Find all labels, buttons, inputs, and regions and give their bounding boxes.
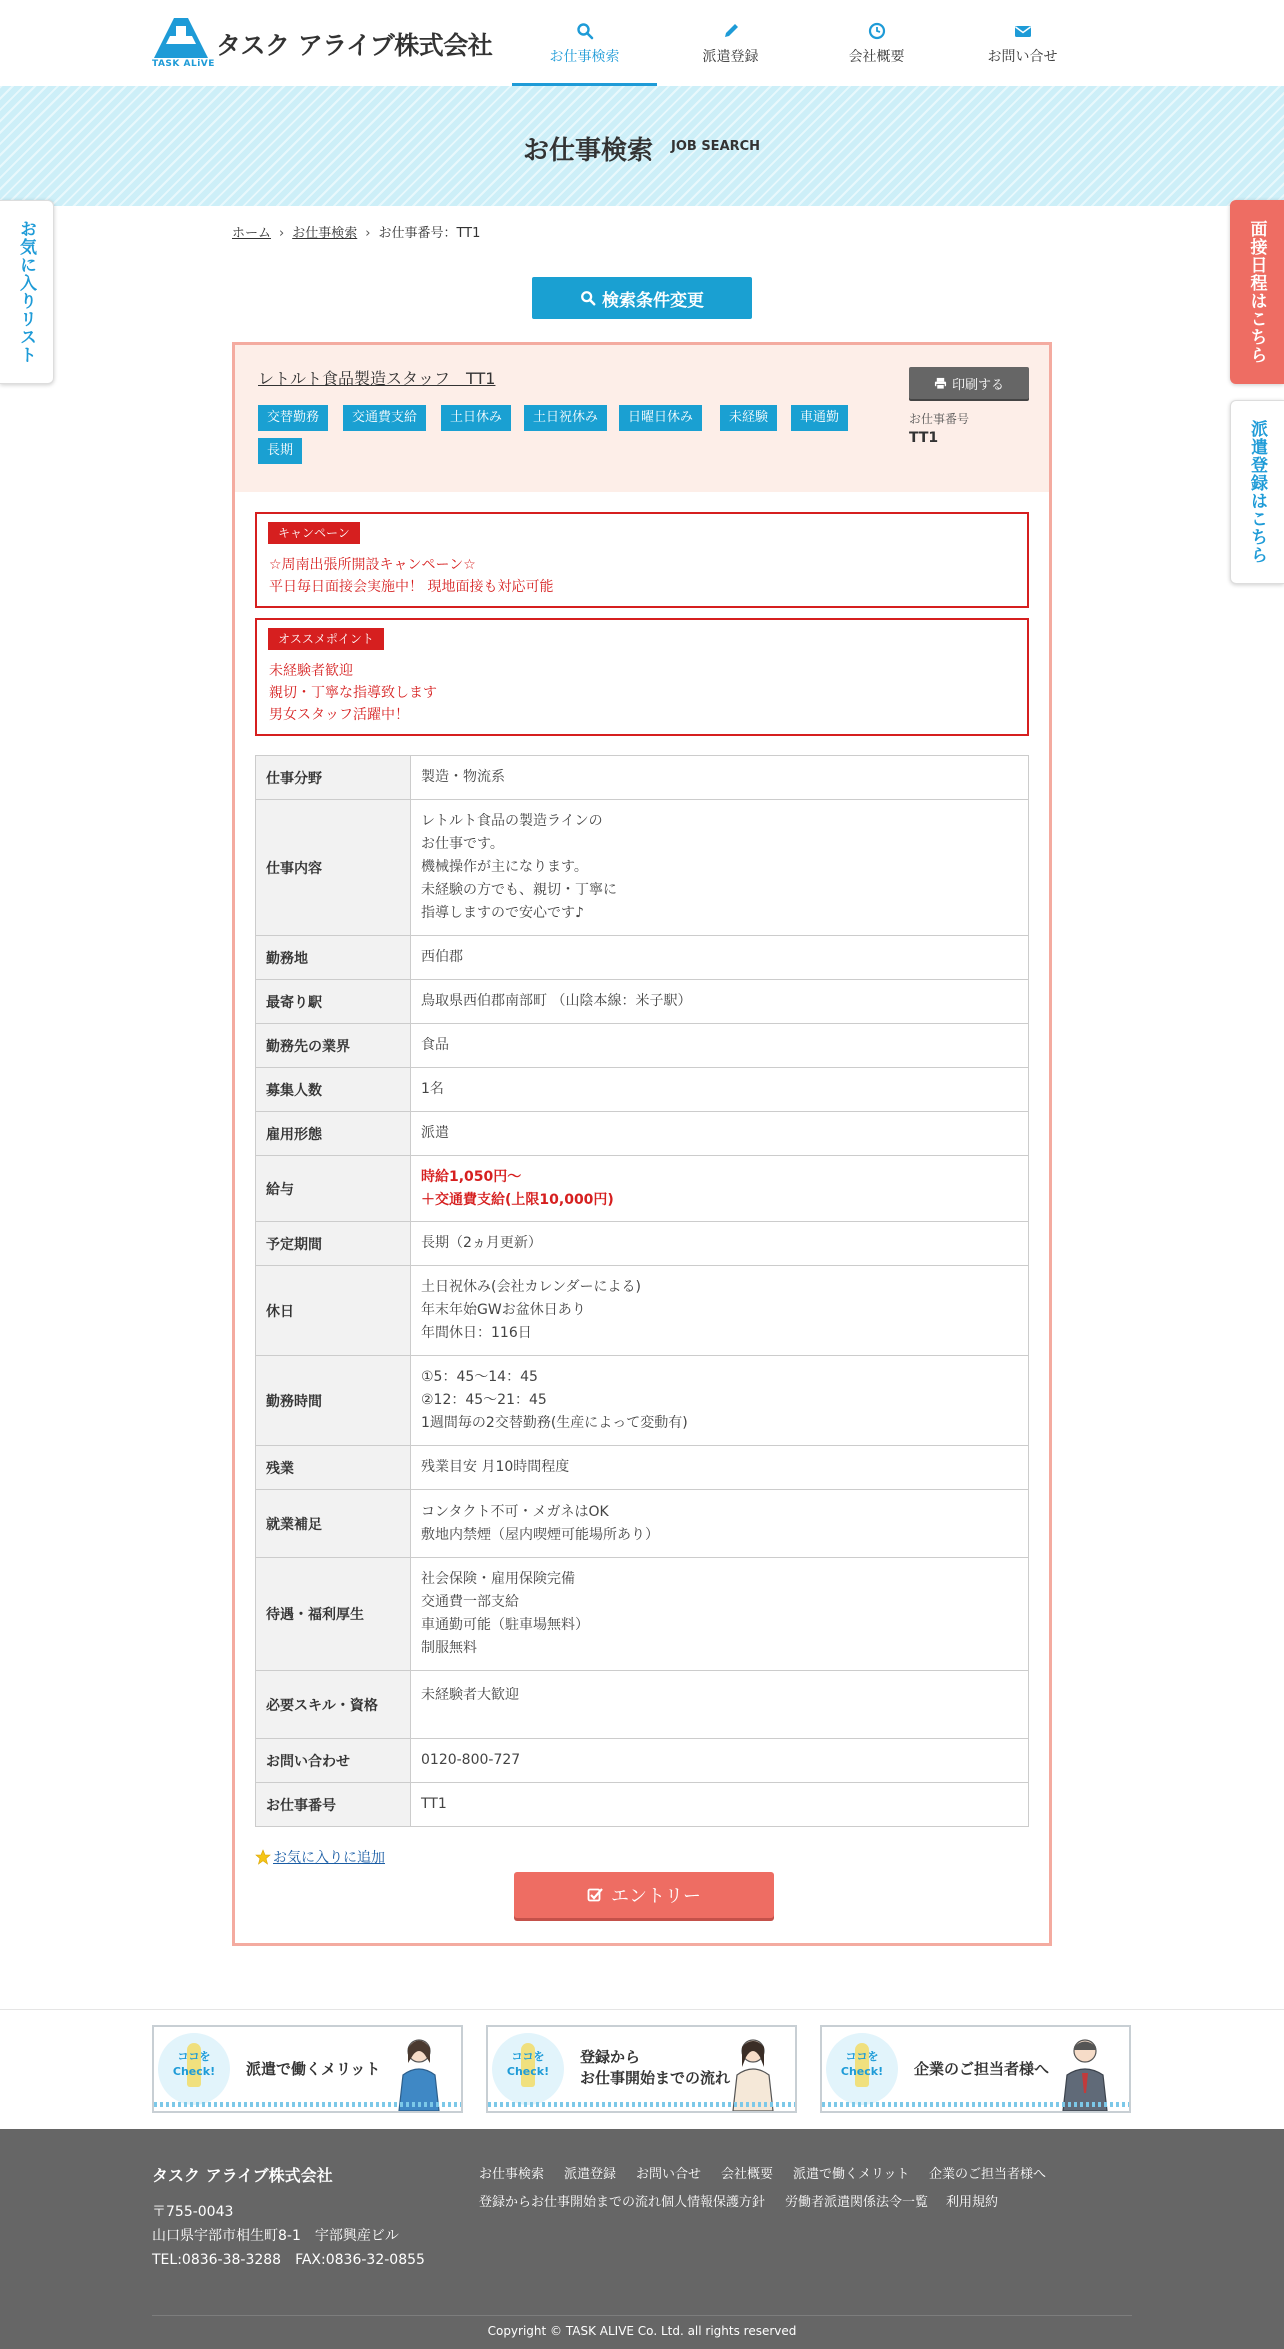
banner-text: 登録から お仕事開始までの流れ [580,2048,731,2087]
detail-label: 最寄り駅 [256,980,411,1024]
change-search-label: 検索条件変更 [602,290,704,311]
nav-label: 派遣登録 [702,49,759,65]
job-tag: 長期 [258,438,302,464]
detail-row [256,936,1029,980]
footer-tel: TEL:0836-38-3288 FAX:0836-32-0855 [152,2252,425,2268]
detail-value: 0120-800-727 [411,1739,1029,1783]
print-button[interactable] [909,367,1029,399]
search-icon [576,22,594,40]
detail-row [256,980,1029,1024]
check-label: ココを Check! [172,2050,216,2078]
detail-value: 食品 [411,1024,1029,1068]
site-header [0,0,1284,86]
detail-value: 長期（2ヵ月更新） [411,1222,1029,1266]
detail-label: 休日 [256,1266,411,1356]
detail-label: 仕事内容 [256,800,411,936]
job-tag: 未経験 [720,405,777,431]
footer-address: 山口県宇部市相生町8-1 宇部興産ビル [152,2228,399,2244]
detail-value: 土日祝休み(会社カレンダーによる) 年末年始GWお盆休日あり 年間休日：116日 [411,1266,1029,1356]
clock-icon [868,22,886,40]
nav-label: 会社概要 [848,49,905,65]
detail-row [256,1783,1029,1827]
footer-link[interactable]: 派遣で働くメリット [793,2167,910,2182]
breadcrumb [232,222,480,241]
checkbox-icon [587,1887,603,1903]
favorites-list-tab[interactable]: お気に入りリスト [0,200,54,384]
detail-value: 派遣 [411,1112,1029,1156]
detail-value: 1名 [411,1068,1029,1112]
recommend-line: 男女スタッフ活躍中！ [269,707,409,723]
job-tag: 車通勤 [791,405,848,431]
detail-value: レトルト食品の製造ラインの お仕事です。 機械操作が主になります。 未経験の方でも、親切・丁寧に 指導しますので安心です♪ [411,800,1029,936]
company-logo[interactable] [152,18,493,70]
job-card-header [235,345,1049,492]
job-number-label: お仕事番号 [909,412,970,426]
detail-row [256,1112,1029,1156]
job-tag: 交替勤務 [258,405,328,431]
pencil-icon [722,22,740,40]
search-icon [580,290,596,306]
register-tab[interactable]: 派遣登録はこちら [1230,400,1284,584]
banner-dots [488,2102,795,2107]
page-subtitle: JOB SEARCH [671,139,761,154]
detail-label: 勤務時間 [256,1356,411,1446]
breadcrumb-home[interactable]: ホーム [232,226,272,241]
detail-value: 鳥取県西伯郡南部町 （山陰本線：米子駅） [411,980,1029,1024]
banner-dots [154,2102,461,2107]
check-label: ココを Check! [506,2050,550,2078]
detail-row [256,1068,1029,1112]
footer-link[interactable]: 会社概要 [721,2167,774,2182]
staff-woman-icon [385,2033,447,2111]
job-tag: 交通費支給 [343,405,426,431]
detail-label: 仕事分野 [256,756,411,800]
detail-value: コンタクト不可・メガネはOK 敷地内禁煙（屋内喫煙可能場所あり） [411,1490,1029,1558]
detail-value: 時給1,050円～ ＋交通費支給(上限10,000円) [411,1156,1029,1222]
add-to-favorites-link[interactable] [255,1847,385,1867]
nav-label: お仕事検索 [549,49,620,65]
breadcrumb-separator-icon: › [365,226,371,241]
entry-button[interactable] [514,1872,774,1918]
recommend-badge: オススメポイント [268,628,384,650]
recommend-line: 未経験者歓迎 [269,663,353,679]
detail-label: 残業 [256,1446,411,1490]
detail-label: お問い合わせ [256,1739,411,1783]
job-details-table [255,755,1029,1827]
campaign-line: ☆周南出張所開設キャンペーン☆ [269,557,476,573]
detail-value: 残業目安 月10時間程度 [411,1446,1029,1490]
detail-row [256,1739,1029,1783]
section-divider [0,2009,1284,2010]
change-search-button[interactable] [532,277,752,319]
job-card [232,342,1052,1946]
detail-row [256,800,1029,936]
footer-link[interactable]: お問い合せ [636,2167,702,2182]
footer-link[interactable]: 派遣登録 [564,2167,617,2182]
footer-link[interactable]: 企業のご担当者様へ [929,2167,1047,2182]
detail-row [256,1671,1029,1739]
breadcrumb-current: お仕事番号：TT1 [378,226,481,241]
footer-company-name: タスク アライブ株式会社 [152,2166,333,2185]
entry-label: エントリー [611,1886,701,1907]
merit-banner[interactable] [152,2025,463,2113]
detail-row [256,1446,1029,1490]
staff-woman-icon [719,2033,781,2111]
detail-value: 社会保険・雇用保険完備 交通費一部支給 車通勤可能（駐車場無料） 制服無料 [411,1558,1029,1671]
nav-job-search[interactable] [512,0,657,86]
banner-text: 派遣で働くメリット [246,2060,381,2078]
job-number-value: TT1 [909,430,939,446]
job-tag: 土日休み [441,405,511,431]
campaign-badge: キャンペーン [268,522,360,544]
recommend-line: 親切・丁寧な指導致します [269,685,437,701]
detail-value: 製造・物流系 [411,756,1029,800]
site-footer [0,2129,1284,2349]
nav-company[interactable] [804,0,949,86]
footer-divider [152,2315,1132,2316]
detail-row [256,756,1029,800]
detail-value: 未経験者大歓迎 [411,1671,1029,1739]
detail-label: 予定期間 [256,1222,411,1266]
nav-contact[interactable] [950,0,1095,86]
footer-link[interactable]: 個人情報保護方針 [661,2195,766,2210]
footer-link[interactable]: 登録からお仕事開始までの流れ [479,2195,662,2210]
detail-label: 勤務先の業界 [256,1024,411,1068]
detail-label: 必要スキル・資格 [256,1671,411,1739]
detail-row [256,1266,1029,1356]
detail-label: お仕事番号 [256,1783,411,1827]
detail-value: ①5：45～14：45 ②12：45～21：45 1週間毎の2交替勤務(生産によって変動有) [411,1356,1029,1446]
businessman-icon [1053,2033,1115,2111]
interview-schedule-tab[interactable]: 面接日程はこちら [1230,200,1284,384]
detail-row [256,1490,1029,1558]
detail-label: 待遇・福利厚生 [256,1558,411,1671]
detail-value: TT1 [411,1783,1029,1827]
star-icon [255,1849,271,1865]
job-title: レトルト食品製造スタッフ TT1 [258,369,496,388]
footer-link[interactable]: 労働者派遣関係法令一覧 [785,2195,929,2210]
job-tag: 日曜日休み [619,405,702,431]
breadcrumb-separator-icon: › [279,226,285,241]
footer-link[interactable]: お仕事検索 [479,2167,545,2182]
banner-dots [822,2102,1129,2107]
page-title: お仕事検索 [523,136,654,166]
nav-register[interactable] [658,0,803,86]
recommend-point-box [255,618,1029,736]
check-label: ココを Check! [840,2050,884,2078]
campaign-box [255,512,1029,608]
printer-icon [934,377,947,390]
detail-label: 給与 [256,1156,411,1222]
detail-label: 募集人数 [256,1068,411,1112]
company-name: タスク アライブ株式会社 [216,31,493,60]
envelope-icon [1014,22,1032,40]
footer-link[interactable]: 利用規約 [946,2195,999,2210]
footer-zip: 〒755-0043 [152,2204,234,2220]
add-to-favorites-label: お気に入りに追加 [273,1850,385,1866]
nav-label: お問い合せ [987,49,1058,65]
detail-label: 勤務地 [256,936,411,980]
detail-row [256,1356,1029,1446]
campaign-line: 平日毎日面接会実施中！ 現地面接も対応可能 [269,579,554,595]
detail-row [256,1024,1029,1068]
logo-subtitle: TASK ALiVE [152,59,215,69]
flow-banner[interactable] [486,2025,797,2113]
detail-value: 西伯郡 [411,936,1029,980]
detail-label: 雇用形態 [256,1112,411,1156]
copyright: Copyright © TASK ALIVE Co. Ltd. all rights reserved [487,2324,797,2338]
job-tag: 土日祝休み [524,405,607,431]
detail-label: 就業補足 [256,1490,411,1558]
company-banner[interactable] [820,2025,1131,2113]
detail-row [256,1156,1029,1222]
print-label: 印刷する [951,377,1004,393]
detail-row [256,1558,1029,1671]
breadcrumb-search[interactable]: お仕事検索 [292,226,358,241]
detail-row [256,1222,1029,1266]
banner-text: 企業のご担当者様へ [914,2060,1050,2078]
